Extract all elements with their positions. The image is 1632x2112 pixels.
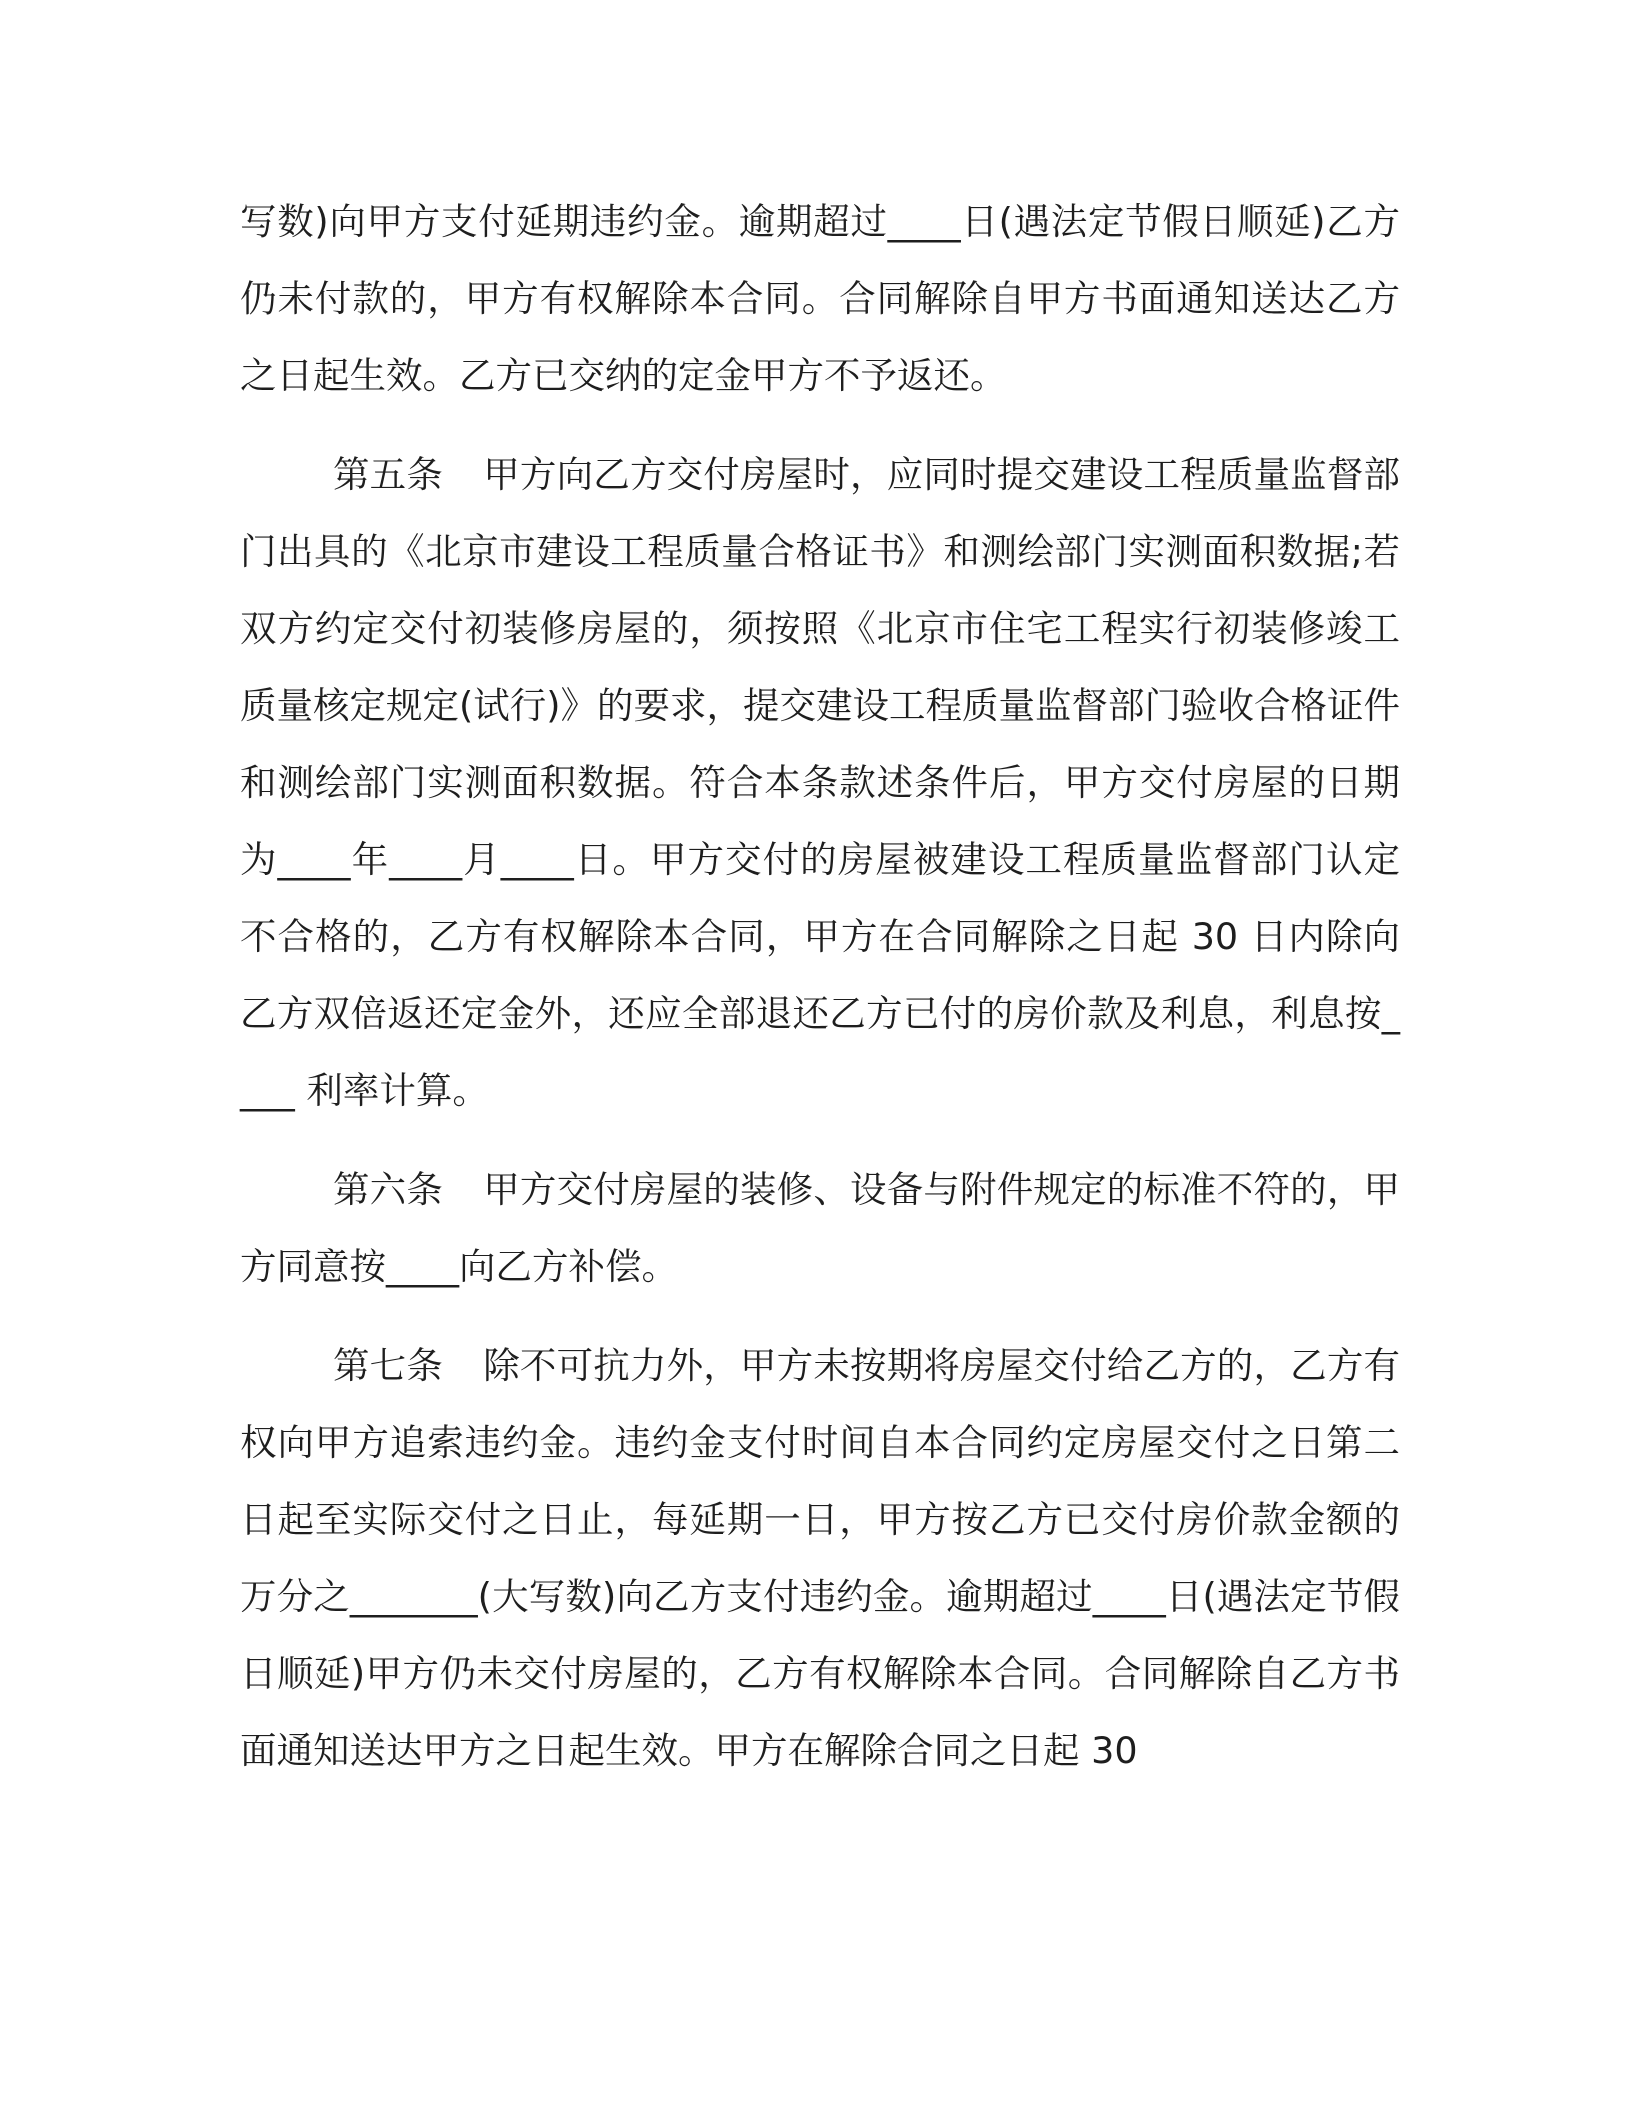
article-7-paragraph	[240, 1327, 1400, 1789]
article-6-paragraph	[240, 1151, 1400, 1305]
article-7-text: 除不可抗力外，甲方未按期将房屋交付给乙方的，乙方有权向甲方追索违约金。违约金支付时间自本合同约定房屋交付之日第二日起至实际交付之日止，每延期一日，甲方按乙方已交付房价款金额的万分之_______(大写数)向乙方支付违约金。逾期超过____日(遇法定节假日顺延)甲方仍未交付房屋的，乙方有权解除本合同。合同解除自乙方书面通知送达甲方之日起生效。甲方在解除合同之日起 30	[240, 1344, 1401, 1772]
article-5-text: 甲方向乙方交付房屋时，应同时提交建设工程质量监督部门出具的《北京市建设工程质量合格证书》和测绘部门实测面积数据;若双方约定交付初装修房屋的，须按照《北京市住宅工程实行初装修竣工质量核定规定(试行)》的要求，提交建设工程质量监督部门验收合格证件和测绘部门实测面积数据。符合本条款述条件后，甲方交付房屋的日期为____年____月____日。甲方交付的房屋被建设工程质量监督部门认定不合格的，乙方有权解除本合同，甲方在合同解除之日起 30 日内除向乙方双倍返还定金外，还应全部退还乙方已付的房价款及利息，利息按____ 利率计算。	[240, 453, 1401, 1112]
paragraph-text: 写数)向甲方支付延期违约金。逾期超过____日(遇法定节假日顺延)乙方仍未付款的，甲方有权解除本合同。合同解除自甲方书面通知送达乙方之日起生效。乙方已交纳的定金甲方不予返还。	[240, 200, 1400, 397]
article-6-text: 甲方交付房屋的装修、设备与附件规定的标准不符的，甲方同意按____向乙方补偿。	[240, 1168, 1401, 1288]
article-5-paragraph	[240, 436, 1400, 1129]
article-6-label: 第六条	[333, 1168, 444, 1211]
article-5-label: 第五条	[333, 453, 444, 496]
document-body	[240, 183, 1400, 1789]
paragraph-continuation	[240, 183, 1400, 414]
article-7-label: 第七条	[333, 1344, 444, 1387]
